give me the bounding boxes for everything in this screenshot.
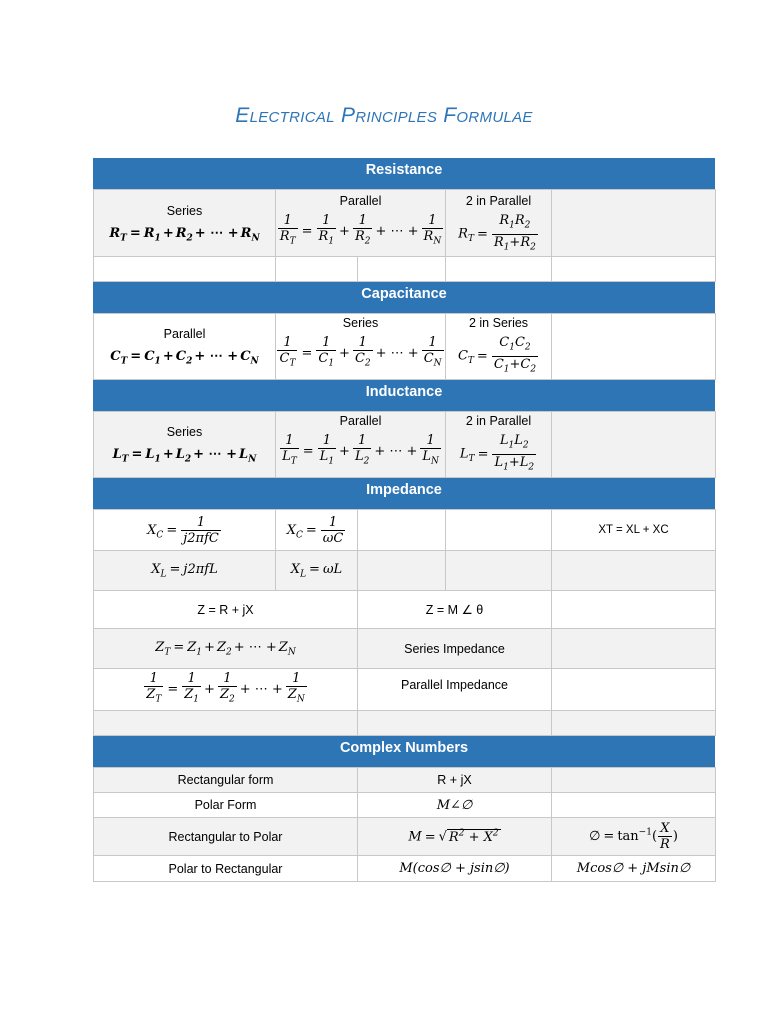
empty-cell [446,257,552,282]
empty-cell [446,551,552,591]
series-impedance-label: Series Impedance [404,641,505,656]
resistance-two-parallel-label: 2 in Parallel [465,194,532,208]
resistance-two-parallel-cell [446,190,552,257]
inductive-reactance-omega-cell [276,551,358,591]
polar-to-rect-expanded-formula: Mcos∅ + jMsin∅ [552,856,716,882]
capacitance-two-series-formula: $C_T$ = $\frac{C_1C_2}{C_1+C_2}$ [457,335,537,375]
parallel-impedance-formula-cell [94,669,358,711]
capacitive-reactance-formula: $X_C$ = $\frac{1}{\text{j2πfC}}$ [147,514,219,546]
resistance-parallel-label: Parallel [339,194,382,208]
capacitance-series-label: Series [342,316,379,330]
inductive-reactance-formula: $X_L = j2\pi fL$ [151,561,218,580]
inductance-parallel-formula: $\frac{1}{L_T}$ = $\frac{1}{L_1}$ + $\frac{1}{L_2}$ + ⋯ + $\frac{1}{L_N}$ [282,433,439,467]
empty-cell [552,190,716,257]
inductive-reactance-cell [94,551,276,591]
capacitance-parallel-formula: $C_T = C_1 + C_2$ + ⋯ + $C_N$ [110,349,259,367]
complex-numbers-table [93,767,716,882]
series-impedance-formula-cell [94,629,358,669]
parallel-impedance-label: Parallel Impedance [400,678,508,692]
z-rectangular-formula: Z = R + jX [197,602,254,617]
capacitive-reactance-cell [94,510,276,551]
section-header-capacitance: Capacitance [93,282,715,313]
section-header-impedance: Impedance [93,478,715,509]
empty-cell [94,257,276,282]
empty-cell [446,510,552,551]
empty-cell [552,591,716,629]
empty-cell [552,551,716,591]
empty-cell [552,314,716,380]
complex-row-label: Rectangular to Polar [94,818,358,856]
rect-to-polar-magnitude-formula: M = √ $R^2 + X^2$ [408,828,499,845]
inductive-reactance-omega-formula: $X_L = \omega L$ [290,561,343,580]
page-title: Electrical Principles Formulae [235,104,533,127]
empty-cell [552,412,716,478]
z-rectangular-cell [94,591,358,629]
empty-cell [94,711,358,736]
inductance-series-label: Series [166,425,203,440]
resistance-series-label: Series [166,203,203,218]
complex-row-label: Polar Form [94,793,358,818]
capacitance-parallel-cell [94,314,276,380]
section-header-inductance: Inductance [93,380,715,411]
capacitive-reactance-omega-cell [276,510,358,551]
inductance-two-parallel-cell [446,412,552,478]
inductance-two-parallel-formula: $L_T$ = $\frac{L_1L_2}{L_1+L_2}$ [459,433,535,473]
resistance-series-formula: $R_T = R_1 + R_2$ + ⋯ + $R_N$ [109,225,260,244]
inductance-parallel-cell [276,412,446,478]
parallel-impedance-formula: $\frac{1}{Z_T}$ = $\frac{1}{Z_1}$ + $\frac{1}{Z_2}$ + ⋯ + $\frac{1}{Z_N}$ [146,671,305,705]
parallel-impedance-label-cell [358,669,552,711]
inductance-parallel-label: Parallel [339,414,382,428]
section-header-resistance: Resistance [93,158,715,189]
total-reactance-formula: XT = XL + XC [598,524,669,536]
empty-cell [552,629,716,669]
complex-row-label: Polar to Rectangular [94,856,358,882]
empty-cell [552,257,716,282]
capacitance-two-series-label: 2 in Series [468,316,529,330]
rect-to-polar-angle-formula: ∅ = $\tan^{-1}$( $\frac{X}{R}$ ) [589,821,678,852]
complex-row-value: M∠∅ [358,793,552,818]
capacitance-two-series-cell [446,314,552,380]
empty-cell [358,510,446,551]
polar-to-rect-formula: M(cos∅ + jsin∅) [358,856,552,882]
total-reactance-cell [552,510,716,551]
empty-cell [358,551,446,591]
complex-row-label: Rectangular form [94,768,358,793]
capacitance-parallel-label: Parallel [163,327,206,342]
capacitive-reactance-omega-formula: $X_C$ = $\frac{1}{\omega C}$ [286,514,344,546]
series-impedance-label-cell [358,629,552,669]
section-header-complex-numbers: Complex Numbers [93,736,715,767]
empty-cell [552,768,716,793]
series-impedance-formula: $Z_T = Z_1 + Z_2$ + ⋯ + $Z_N$ [155,639,296,658]
z-polar-cell [358,591,552,629]
formula-sheet [93,158,715,882]
resistance-two-parallel-formula: $R_T$ = $\frac{R_1R_2}{R_1+R_2}$ [458,213,536,253]
z-polar-formula: Z = M ∠ θ [425,603,484,617]
inductance-table [93,411,716,478]
inductance-series-formula: $L_T = L_1 + L_2$ + ⋯ + $L_N$ [112,447,257,465]
empty-cell [358,711,552,736]
empty-cell [552,711,716,736]
inductance-two-parallel-label: 2 in Parallel [465,414,532,428]
empty-cell [552,793,716,818]
empty-cell [276,257,358,282]
resistance-table [93,189,716,282]
resistance-series-cell [94,190,276,257]
rect-to-polar-magnitude-cell [358,818,552,856]
empty-cell [552,669,716,711]
capacitance-series-cell [276,314,446,380]
rect-to-polar-angle-cell [552,818,716,856]
impedance-table [93,509,716,736]
capacitance-table [93,313,716,380]
resistance-parallel-cell [276,190,446,257]
capacitance-series-formula: $\frac{1}{C_T}$ = $\frac{1}{C_1}$ + $\frac{1}{C_2}$ + ⋯ + $\frac{1}{C_N}$ [279,335,442,369]
empty-cell [358,257,446,282]
inductance-series-cell [94,412,276,478]
resistance-parallel-formula: $\frac{1}{R_T}$ = $\frac{1}{R_1}$ + $\frac{1}{R_2}$ + ⋯ + $\frac{1}{R_N}$ [279,213,442,247]
complex-row-value: R + jX [358,768,552,793]
